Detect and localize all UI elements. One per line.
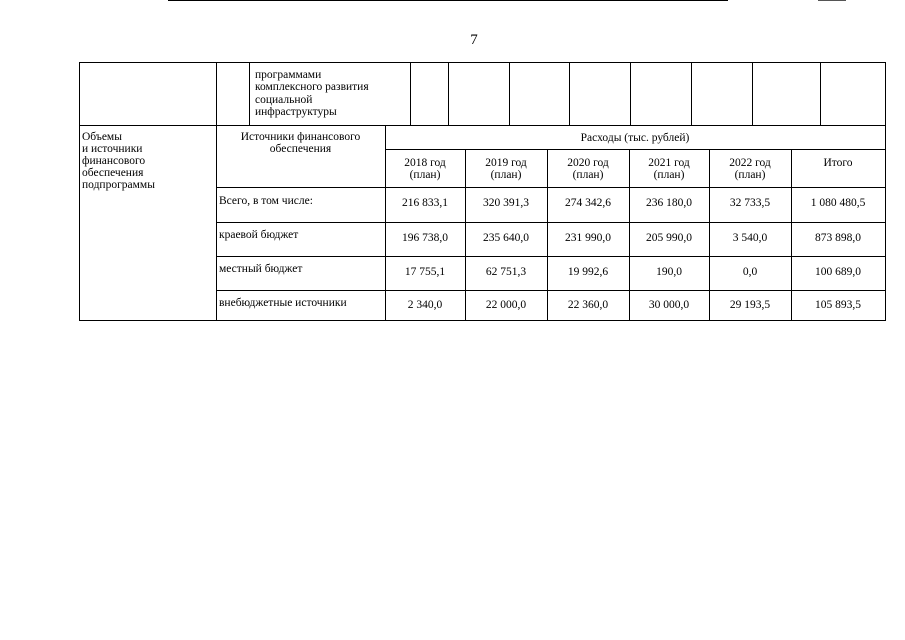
top-table-border-bottom (79, 125, 886, 126)
sources-header-line: Источники финансового (240, 131, 361, 143)
table-cell: 0,0 (742, 266, 758, 278)
year-header-note: (план) (734, 169, 766, 181)
grid-line (410, 62, 411, 126)
table-cell: 196 738,0 (402, 232, 448, 244)
source-label: Всего, в том числе: (219, 195, 313, 207)
year-header-note: (план) (490, 169, 522, 181)
table-cell: 62 751,3 (485, 266, 527, 278)
continuation-text-line: социальной (255, 94, 313, 106)
grid-line (752, 62, 753, 126)
grid-line (216, 62, 217, 126)
year-header-note: (план) (409, 169, 441, 181)
table-cell: 190,0 (656, 266, 682, 278)
header-divider (385, 149, 886, 150)
row-divider (216, 290, 886, 291)
row-label-line: и источники (82, 143, 143, 155)
source-label: краевой бюджет (219, 229, 299, 241)
expenses-header: Расходы (тыс. рублей) (580, 132, 690, 144)
table-cell-total: 1 080 480,5 (810, 197, 866, 209)
table-border-bottom (79, 320, 886, 321)
table-cell: 205 990,0 (646, 232, 692, 244)
grid-line (509, 62, 510, 126)
grid-line (820, 62, 821, 126)
grid-line (448, 62, 449, 126)
total-header: Итого (823, 157, 853, 169)
grid-line (885, 62, 886, 126)
row-divider (216, 222, 886, 223)
source-label: местный бюджет (219, 263, 303, 275)
row-divider (216, 187, 886, 188)
table-cell: 17 755,1 (404, 266, 446, 278)
source-label: внебюджетные источники (219, 297, 347, 309)
table-cell: 3 540,0 (732, 232, 768, 244)
table-cell: 30 000,0 (648, 299, 690, 311)
table-cell: 231 990,0 (565, 232, 611, 244)
year-header-note: (план) (653, 169, 685, 181)
table-cell-total: 100 689,0 (815, 266, 861, 278)
year-header: 2020 год (567, 157, 609, 169)
table-cell: 320 391,3 (483, 197, 529, 209)
row-label-line: обеспечения (82, 167, 144, 179)
top-table-border-top (79, 62, 886, 63)
table-cell: 29 193,5 (729, 299, 771, 311)
year-header: 2018 год (404, 157, 446, 169)
table-cell: 236 180,0 (646, 197, 692, 209)
table-cell: 2 340,0 (407, 299, 443, 311)
table-cell-total: 105 893,5 (815, 299, 861, 311)
year-header: 2022 год (729, 157, 771, 169)
continuation-text-line: программами (255, 69, 322, 81)
row-label-line: подпрограммы (82, 179, 155, 191)
grid-line (691, 62, 692, 126)
top-border-mark (818, 0, 846, 1)
grid-line (79, 125, 80, 321)
table-cell: 235 640,0 (483, 232, 529, 244)
row-label-line: финансового (82, 155, 146, 167)
table-cell: 32 733,5 (729, 197, 771, 209)
grid-line (569, 62, 570, 126)
grid-line (79, 62, 80, 126)
table-cell: 216 833,1 (402, 197, 448, 209)
year-header: 2021 год (648, 157, 690, 169)
year-header-note: (план) (572, 169, 604, 181)
grid-line (630, 62, 631, 126)
table-cell: 22 360,0 (567, 299, 609, 311)
table-cell: 19 992,6 (567, 266, 609, 278)
sources-header-line: обеспечения (269, 143, 332, 155)
page-number: 7 (470, 32, 478, 48)
grid-line (249, 62, 250, 126)
continuation-text-line: комплексного развития (255, 81, 369, 93)
grid-line (885, 125, 886, 321)
table-cell: 274 342,6 (565, 197, 611, 209)
year-header: 2019 год (485, 157, 527, 169)
table-cell-total: 873 898,0 (815, 232, 861, 244)
table-cell: 22 000,0 (485, 299, 527, 311)
row-label-line: Объемы (82, 131, 122, 143)
top-border-line (168, 0, 728, 1)
row-divider (216, 256, 886, 257)
continuation-text-line: инфраструктуры (255, 106, 337, 118)
grid-line (385, 125, 386, 321)
